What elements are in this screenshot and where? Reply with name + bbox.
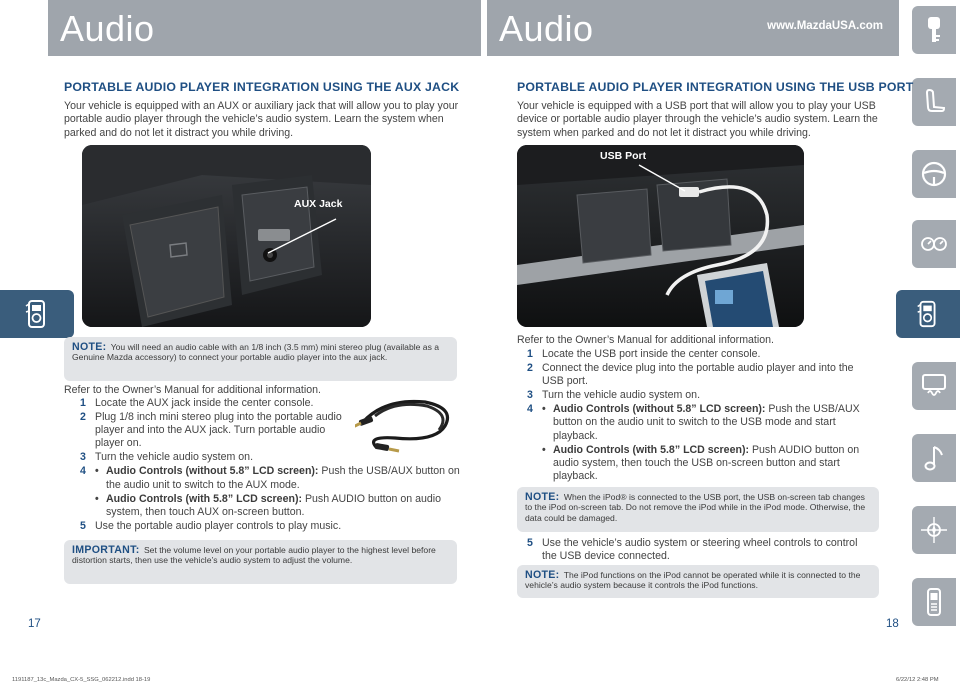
seat-icon [920,87,948,117]
aux-step-4-bullet-2: • Audio Controls (with 5.8” LCD screen): Push AUDIO button on audio system, then touch AUX on-screen button. [95,492,441,518]
right-header-bar [487,0,899,56]
tab-gauges[interactable] [912,220,956,268]
usb-step-4-bullet-2: • Audio Controls (with 5.8” LCD screen): Push AUDIO button on audio system, then touch the USB on-screen button and start playback. [542,443,860,482]
usb-port-callout: USB Port [600,150,647,162]
key-icon [920,15,948,45]
aux-step-2: 2 Plug 1/8 inch mini stereo plug into the portable audio player and into the AUX jack. Turn portable audio player on. [80,411,342,450]
tab-keys[interactable] [912,6,956,54]
usb-note-2 [517,565,879,598]
audio-device-icon [23,298,51,330]
usb-step-5-block [527,537,872,564]
important-text: Set the volume level on your portable audio player to the highest level before distortion starts, then use the vehicle’s audio system to adjust the volume. [72,545,436,566]
usb-refer: Refer to the Owner’s Manual for additional information. [517,334,774,346]
website-url[interactable]: www.MazdaUSA.com [767,20,883,32]
note-text: The iPod functions on the iPod cannot be operated while it is connected to the vehicle’s audio system because it controls the iPod functions. [525,570,861,591]
right-page-number: 18 [886,618,899,630]
audio-device-icon [914,299,942,329]
usb-callout-line [517,145,804,327]
note-text: You will need an audio cable with an 1/8 inch (3.5 mm) mini stereo plug (available as a Genuine Mazda accessory) to connect your portable audio player into the aux jack. [72,342,440,363]
usb-step-1: 1 Locate the USB port inside the center console. [527,348,761,360]
gauges-icon [920,229,948,259]
note-text: When the iPod® is connected to the USB port, the USB on-screen tab changes to the iPod on-screen tab. Do not remove the iPod while in the iPod mode. Otherwise, the data could be damaged. [525,492,866,523]
climate-icon [920,371,948,401]
note-label: NOTE: [72,341,107,353]
usb-step-5: 5 Use the vehicle’s audio system or steering wheel controls to control the USB device connected. [527,537,858,563]
aux-step-5: 5 Use the portable audio player controls to play music. [80,519,342,532]
aux-step-3: 3 Turn the vehicle audio system on. [80,451,254,464]
usb-note-1 [517,487,879,532]
left-page-title: Audio [60,8,155,49]
tab-seats[interactable] [912,78,956,126]
tab-audio[interactable] [896,290,960,338]
navigation-compass-icon [920,515,948,545]
left-audio-tab[interactable] [0,290,74,338]
tab-phone[interactable] [912,578,956,626]
tab-music[interactable] [912,434,956,482]
print-timestamp: 6/22/12 2:48 PM [896,677,939,683]
usb-step-3: 3 Turn the vehicle audio system on. [527,389,701,402]
aux-section-title: PORTABLE AUDIO PLAYER INTEGRATION USING THE AUX JACK [64,80,460,94]
usb-step-4-bullet-1: • Audio Controls (without 5.8” LCD screen): Push the USB/AUX button on the audio unit to switch to the USB mode and start playback. [542,403,860,442]
usb-step-4: 4 • Audio Controls (without 5.8” LCD screen): Push the USB/AUX button on the audio unit to switch to the USB mode and start playback. • Audio Controls (with 5.8” LCD screen): Push AUDIO button on audio system, then touch the USB on-screen button and start playback. [527,403,877,483]
aux-jack-callout: AUX Jack [294,198,343,210]
music-note-icon [920,443,948,473]
usb-step-2: 2 Connect the device plug into the portable audio player and into the USB port. [527,362,854,388]
aux-note [64,337,457,381]
phone-icon [920,587,948,617]
tab-steering[interactable] [912,150,956,198]
aux-intro: Your vehicle is equipped with an AUX or auxiliary jack that will allow you to play your portable audio player through the vehicle’s audio system. Learn the system when parked and do not let it distract you while driving. [64,100,459,139]
aux-step-1: 1 Locate the AUX jack inside the center console. [80,397,314,409]
note-label: NOTE: [525,491,560,503]
left-page-number: 17 [28,618,41,630]
steering-wheel-icon [920,159,948,189]
print-file-info: 1191187_13c_Mazda_CX-5_SSG_062212.indd 18-19 [12,677,151,683]
aux-step-4: 4 • Audio Controls (without 5.8” LCD screen): Push the USB/AUX button on the audio unit to switch to the AUX mode. • Audio Controls (with 5.8” LCD screen): Push AUDIO button on audio system, then touch AUX on-screen button. [80,465,470,518]
section-tabs [908,0,960,640]
aux-callout-line [82,145,371,327]
aux-step-4-bullet-1: • Audio Controls (without 5.8” LCD screen): Push the USB/AUX button on the audio unit to switch to the AUX mode. [95,465,460,491]
note-label: NOTE: [525,569,560,581]
important-label: IMPORTANT: [72,544,140,556]
tab-navigation[interactable] [912,506,956,554]
right-page-title: Audio [499,8,594,49]
aux-refer: Refer to the Owner’s Manual for additional information. [64,384,321,396]
left-header-bar [48,0,481,56]
aux-important [64,540,457,584]
usb-section-title: PORTABLE AUDIO PLAYER INTEGRATION USING THE USB PORT [517,80,914,94]
tab-climate[interactable] [912,362,956,410]
usb-steps [527,348,877,484]
usb-intro: Your vehicle is equipped with a USB port that will allow you to play your USB device or portable audio player through the vehicle’s audio system. Learn the system when parked and do not let it distract you while driving. [517,100,878,139]
aux-steps [80,397,470,534]
